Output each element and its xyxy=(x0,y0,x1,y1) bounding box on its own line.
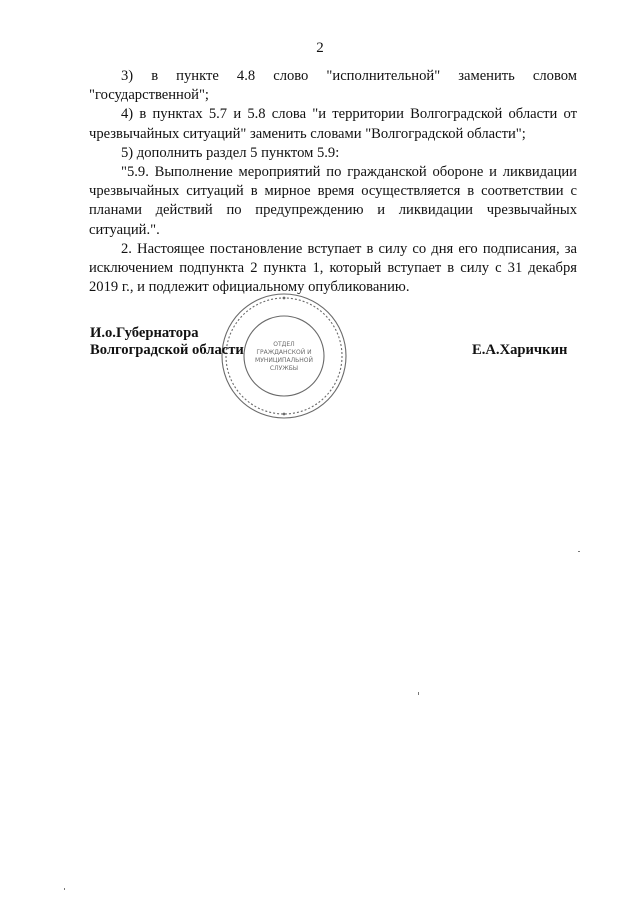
paragraph-item-4: 4) в пунктах 5.7 и 5.8 слова "и территории Волгоградской области от чрезвычайных ситуаций" заменить словами "Волгоградской области"; xyxy=(89,106,577,142)
seal-center-line: ГРАЖДАНСКОЙ И xyxy=(256,349,312,356)
seal-center-line: МУНИЦИПАЛЬНОЙ xyxy=(255,357,313,364)
scan-speck xyxy=(418,692,419,695)
scan-speck xyxy=(64,888,65,890)
signatory-title xyxy=(90,325,244,359)
paragraph-item-3: 3) в пункте 4.8 слово "исполнительной" заменить словом "государственной"; xyxy=(89,68,577,104)
paragraph-quote-5-9: "5.9. Выполнение мероприятий по гражданской обороне и ликвидации чрезвычайных ситуаций в мирное время осуществляется в соответствии с планами действий по предупреждению и ликвидации чрезвычайных ситуаций.". xyxy=(89,164,577,238)
signatory-title-line2: Волгоградской области xyxy=(90,342,244,358)
paragraph-item-5: 5) дополнить раздел 5 пунктом 5.9: xyxy=(121,144,340,161)
document-body xyxy=(89,67,577,297)
seal-center-line: СЛУЖБЫ xyxy=(269,365,299,372)
signatory-title-line1: И.о.Губернатора xyxy=(90,325,199,341)
scan-speck xyxy=(578,551,580,552)
signatory-name: Е.А.Харичкин xyxy=(472,342,568,358)
paragraph-effective-date: 2. Настоящее постановление вступает в силу со дня его подписания, за исключением подпункта 2 пункта 1, который вступает в силу с 31 декабря 2019 г., и подлежит официальному опубликованию. xyxy=(89,240,577,296)
page-number: 2 xyxy=(316,40,324,56)
seal-center-line: ОТДЕЛ xyxy=(273,341,295,348)
